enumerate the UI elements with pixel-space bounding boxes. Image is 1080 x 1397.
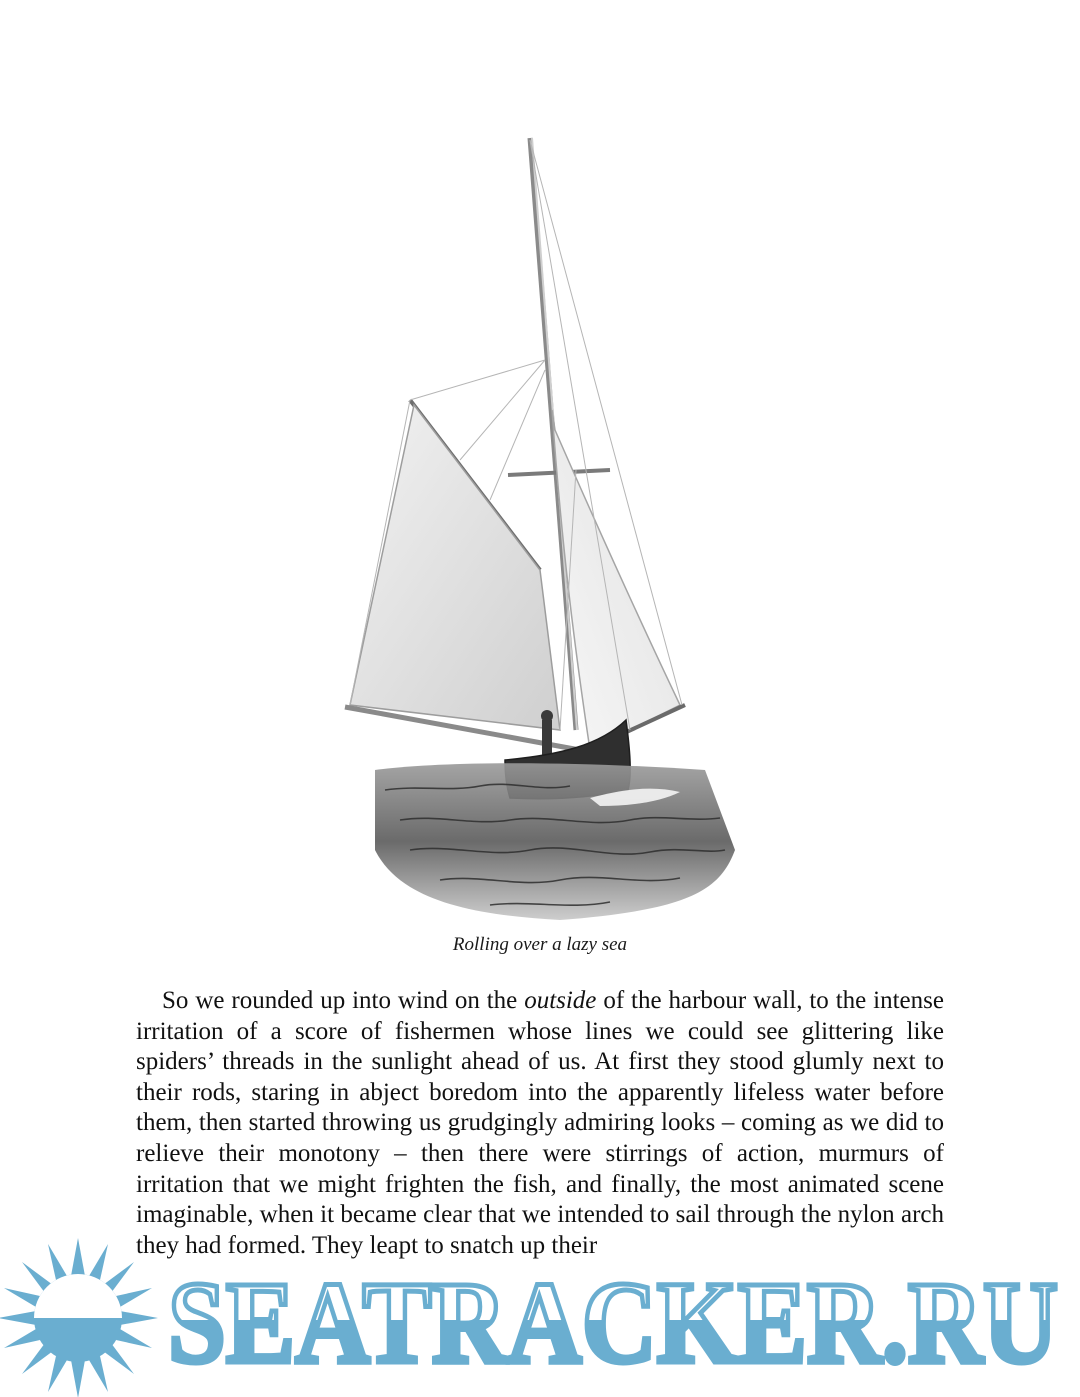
sailboat-illustration (330, 130, 750, 925)
figure-caption: Rolling over a lazy sea (452, 934, 628, 955)
paragraph-text-rest: of the harbour wall, to the intense irritation of a score of fishermen whose lines we could see glittering like spiders’ threads in the sunlight ahead of us. At first they stood glumly next to their rods, staring in abject boredom into the apparently lifeless water before them, then started throwing us grudgingly admiring looks – coming as we did to relieve their monotony – then there were stirrings of action, murmurs of irritation that we might frighten the fish, and finally, the most animated scene imaginable, when it became clear that we intended to sail through the nylon arch they had formed. They leapt to snatch up their (136, 987, 944, 1259)
watermark-text-graphic (168, 1257, 1068, 1388)
body-paragraph (136, 986, 944, 1261)
paragraph-text-start: So we rounded up into wind on the (162, 987, 525, 1014)
sun-icon (0, 1238, 158, 1397)
watermark-text: SEATRACKER.RU (168, 1257, 1058, 1388)
paragraph-emphasis: outside (524, 987, 597, 1014)
